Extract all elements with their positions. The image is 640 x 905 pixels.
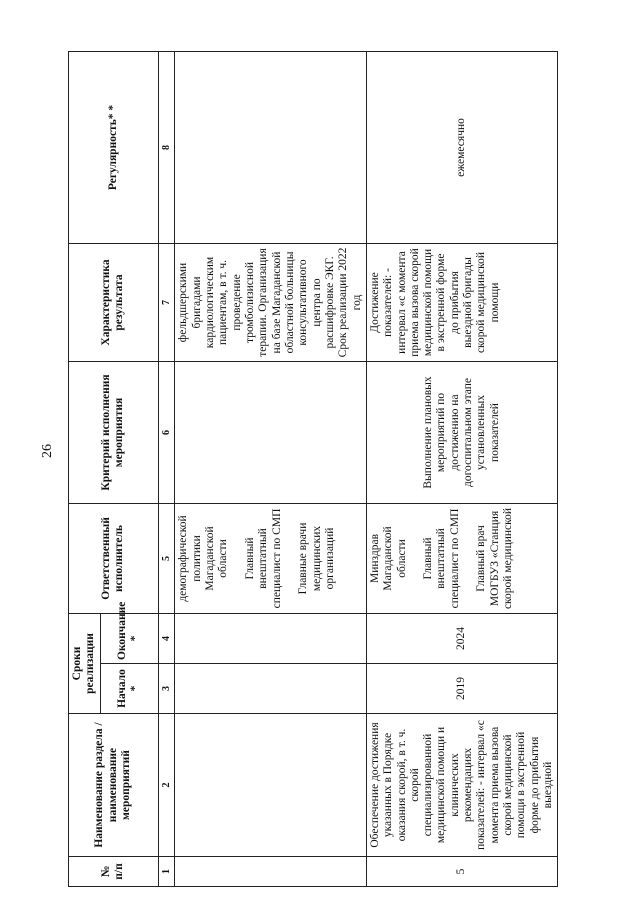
rotated-table-page — [68, 52, 628, 887]
cell-name — [175, 714, 367, 857]
cell-result: фельдшерскими бригадами кардиологическим пациентам, в т. ч. проведение тромболизисной терапии. Организация на базе Магаданской областной больницы консультативного центра по расшифровке ЭКГ. Срок реализации 2022 год — [175, 243, 367, 361]
page-number: 26 — [40, 444, 55, 458]
header-name: Наименование раздела /наименование мероприятий — [69, 714, 159, 857]
index-cell: 7 — [158, 243, 175, 361]
index-cell: 2 — [158, 714, 175, 857]
cell-criterion — [175, 361, 367, 503]
cell-end: 2024 — [366, 613, 558, 663]
index-cell: 4 — [158, 613, 175, 663]
header-criterion: Критерий исполнения мероприятия — [69, 361, 159, 503]
index-cell: 5 — [158, 503, 175, 613]
measures-table — [68, 51, 558, 887]
cell-responsible: Минздрав Магаданской области Главный внештатный специалист по СМП Главный врач МОГБУЗ «Станция скорой медицинской — [366, 503, 558, 613]
index-cell: 8 — [158, 51, 175, 243]
index-cell: 1 — [158, 857, 175, 887]
cell-end — [175, 613, 367, 663]
header-start: Начало * — [100, 664, 158, 714]
cell-regularity — [175, 51, 367, 243]
header-num: № п/п — [69, 857, 159, 887]
header-terms: Сроки реализации — [69, 613, 101, 713]
header-responsible: Ответственный исполнитель — [69, 503, 159, 613]
cell-regularity: ежемесячно — [366, 51, 558, 243]
cell-start: 2019 — [366, 664, 558, 714]
header-result: Характеристика результата — [69, 243, 159, 361]
cell-result: Достижение показателей: - интервал «с момента приема вызова скорой медицинской помощи в экстренной форме до прибытия выездной бригады скорой медицинской помощи — [366, 243, 558, 361]
table-row — [366, 51, 558, 886]
cell-criterion: Выполнение плановых мероприятий по достижению на догоспитальном этапе установленных показателей — [366, 361, 558, 503]
table-row — [175, 51, 367, 886]
index-cell: 3 — [158, 664, 175, 714]
cell-num: 5 — [366, 857, 558, 887]
cell-responsible: демографической политики Магаданской области Главный внештатный специалист по СМП Главные врачи медицинских организаций — [175, 503, 367, 613]
index-cell: 6 — [158, 361, 175, 503]
header-regularity: Регулярность* * — [69, 51, 159, 243]
cell-name: Обеспечение достижения указанных в Порядке оказания скорой, в т. ч. скорой специализированной медицинской помощи и клинических рекомендациях показателей: - интервал «с момента приема вызова скорой медицинской помощи в экстренной форме до прибытия выездной — [366, 714, 558, 857]
header-end: Окончание * — [100, 613, 158, 663]
cell-start — [175, 664, 367, 714]
cell-num — [175, 857, 367, 887]
